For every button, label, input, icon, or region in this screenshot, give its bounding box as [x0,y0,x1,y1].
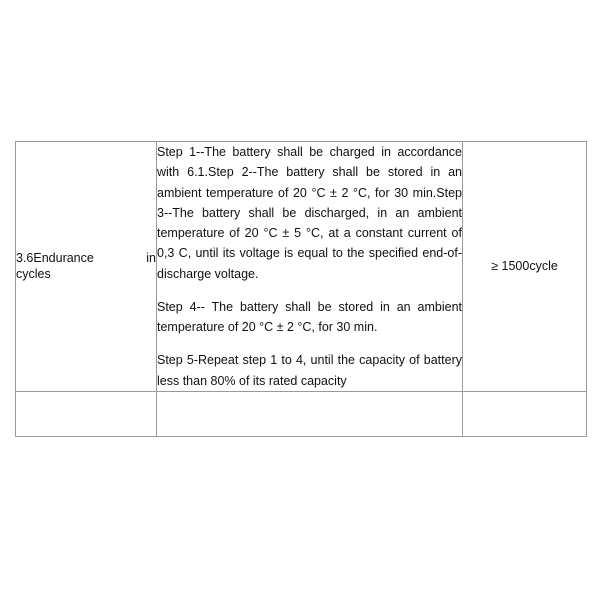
row-label-text-suffix: in [146,250,156,265]
filler-cell-body [157,391,463,436]
procedure-paragraph: Step 4-- The battery shall be stored in an ambient temperature of 20 °C ± 2 °C, for 30 min. [157,299,462,334]
row-label-text: 3.6Endurance [16,250,94,265]
procedure-paragraph: Step 5-Repeat step 1 to 4, until the capacity of battery less than 80% of its rated capacity [157,353,462,388]
filler-cell-value [463,391,587,436]
row-procedure-cell [157,142,463,392]
filler-cell-label [16,391,157,436]
table-row [16,142,587,392]
row-label-cell [16,142,157,392]
row-label-line-1 [16,250,156,267]
table-filler-row [16,391,587,436]
row-requirement-cell: ≥ 1500cycle [463,142,587,392]
row-label-line-2: cycles [16,267,51,282]
procedure-paragraph: Step 1--The battery shall be charged in accordance with 6.1.Step 2--The battery shall be stored in an ambient temperature of 20 °C ± 2 °C, for 30 min.Step 3--The battery shall be discharged, in an ambient temperature of 20 °C ± 5 °C, at a constant current of 0,3 C, until its voltage is equal to the specified end-of-discharge voltage. [157,145,462,281]
specification-table [15,141,587,437]
spec-table-container [15,141,585,437]
table-body [16,142,587,437]
